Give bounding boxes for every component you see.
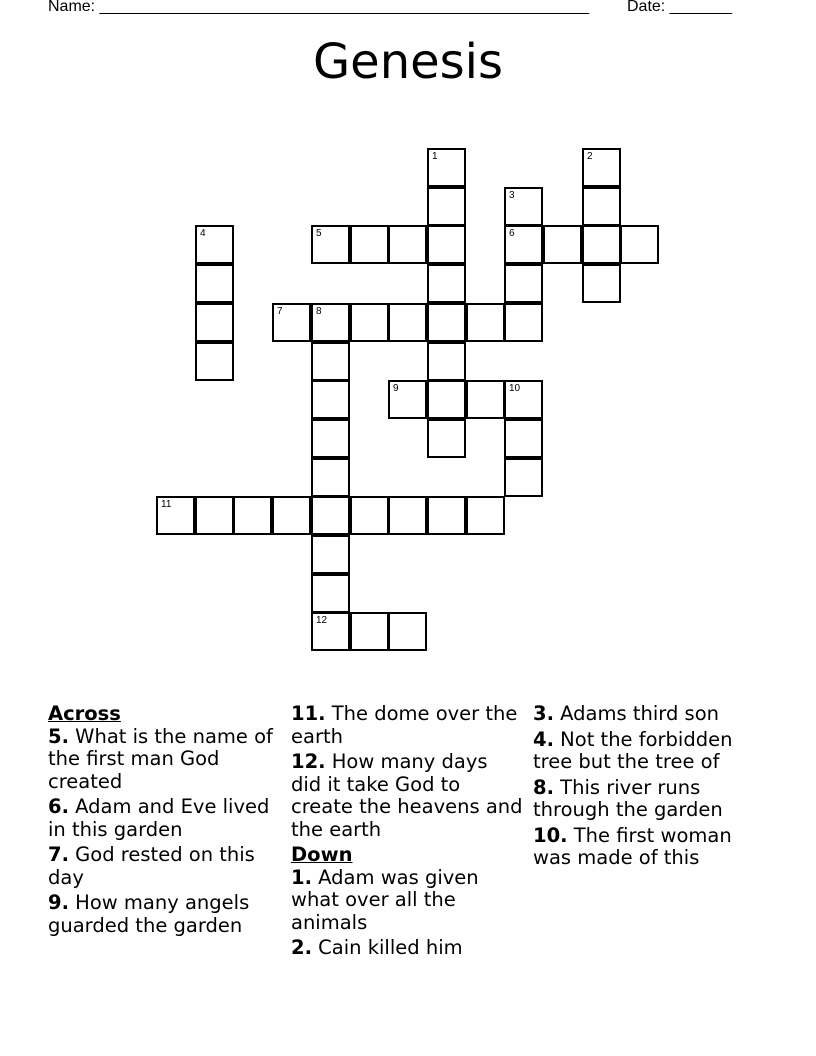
- grid-cell[interactable]: [311, 342, 350, 381]
- cell-number: 12: [316, 615, 328, 626]
- puzzle-title: Genesis: [312, 34, 504, 90]
- clue-number: 6.: [48, 795, 69, 818]
- grid-cell[interactable]: [311, 419, 350, 458]
- grid-cell[interactable]: [620, 225, 659, 264]
- grid-cell[interactable]: [543, 225, 582, 264]
- grid-cell[interactable]: [311, 225, 350, 264]
- grid-cell[interactable]: [582, 148, 621, 187]
- across-heading: Across: [48, 702, 121, 725]
- clue-number: 1.: [291, 865, 312, 889]
- grid-cell[interactable]: [350, 496, 389, 535]
- clue-text: Adam was given what over all the animals: [291, 865, 479, 934]
- clue-number: 8.: [533, 775, 554, 799]
- grid-cell[interactable]: [504, 187, 543, 226]
- grid-cell[interactable]: [466, 380, 505, 419]
- cell-number: 9: [393, 383, 399, 394]
- grid-cell[interactable]: [311, 535, 350, 574]
- grid-cell[interactable]: [427, 303, 466, 342]
- grid-cell[interactable]: [195, 264, 234, 303]
- grid-cell[interactable]: [504, 225, 543, 264]
- grid-cell[interactable]: [427, 148, 466, 187]
- clue-down-3: [533, 703, 765, 726]
- grid-cell[interactable]: [504, 380, 543, 419]
- name-line: Name: _______________________________________________________: [48, 0, 589, 15]
- grid-cell[interactable]: [504, 458, 543, 497]
- grid-cell[interactable]: [195, 342, 234, 381]
- grid-cell[interactable]: [311, 574, 350, 613]
- clue-text: Adam and Eve lived in this garden: [48, 795, 270, 841]
- clue-number: 7.: [48, 843, 69, 866]
- grid-cell[interactable]: [427, 264, 466, 303]
- grid-cell[interactable]: [195, 225, 234, 264]
- grid-cell[interactable]: [350, 612, 389, 651]
- grid-cell[interactable]: [388, 496, 427, 535]
- cell-number: 5: [316, 228, 322, 239]
- grid-cell[interactable]: [311, 612, 350, 651]
- clue-across-9: [48, 892, 280, 937]
- grid-cell[interactable]: [195, 496, 234, 535]
- grid-cell[interactable]: [388, 380, 427, 419]
- grid-cell[interactable]: [582, 225, 621, 264]
- clue-column-3: [533, 703, 765, 873]
- grid-cell[interactable]: [427, 342, 466, 381]
- clue-down-1: [291, 867, 523, 935]
- clue-text: How many days did it take God to create the heavens and the earth: [291, 750, 523, 841]
- grid-cell[interactable]: [427, 419, 466, 458]
- grid-cell[interactable]: [582, 187, 621, 226]
- cell-number: 1: [432, 151, 438, 162]
- cell-number: 10: [509, 383, 521, 394]
- clue-column-2: [291, 703, 523, 963]
- grid-cell[interactable]: [466, 496, 505, 535]
- grid-cell[interactable]: [311, 303, 350, 342]
- cell-number: 7: [277, 306, 283, 317]
- clue-number: 10.: [533, 823, 568, 847]
- grid-cell[interactable]: [388, 303, 427, 342]
- grid-cell[interactable]: [504, 419, 543, 458]
- clue-text: The first woman was made of this: [533, 823, 732, 869]
- grid-cell[interactable]: [427, 496, 466, 535]
- grid-cell[interactable]: [311, 496, 350, 535]
- clue-across-12: [291, 751, 523, 841]
- clue-number: 4.: [533, 727, 554, 751]
- grid-cell[interactable]: [350, 225, 389, 264]
- grid-cell[interactable]: [466, 303, 505, 342]
- clue-number: 9.: [48, 891, 69, 914]
- grid-cell[interactable]: [504, 303, 543, 342]
- clue-text: Not the forbidden tree but the tree of: [533, 727, 733, 773]
- clue-number: 2.: [291, 936, 312, 959]
- clue-across-11: [291, 703, 523, 748]
- clue-text: God rested on this day: [48, 843, 255, 889]
- cell-number: 6: [509, 228, 515, 239]
- grid-cell[interactable]: [233, 496, 272, 535]
- clue-column-1: [48, 703, 280, 940]
- clue-text: Cain killed him: [311, 936, 463, 959]
- clue-down-2: [291, 937, 523, 960]
- clue-text: How many angels guarded the garden: [48, 891, 250, 937]
- clue-across-5: [48, 726, 280, 794]
- cell-number: 11: [161, 499, 172, 510]
- clue-across-6: [48, 796, 280, 841]
- grid-cell[interactable]: [350, 303, 389, 342]
- date-line: Date: _______: [627, 0, 732, 15]
- down-heading: Down: [291, 843, 353, 866]
- clue-text: What is the name of the first man God created: [48, 724, 273, 793]
- clue-text: This river runs through the garden: [533, 775, 723, 821]
- clue-down-10: [533, 825, 765, 870]
- cell-number: 8: [316, 306, 322, 317]
- grid-cell[interactable]: [388, 225, 427, 264]
- cell-number: 2: [587, 151, 593, 162]
- grid-cell[interactable]: [388, 612, 427, 651]
- clue-text: Adams third son: [553, 702, 719, 725]
- cell-number: 3: [509, 190, 515, 201]
- grid-cell[interactable]: [311, 458, 350, 497]
- clue-down-4: [533, 729, 765, 774]
- cell-number: 4: [200, 228, 206, 239]
- clue-text: The dome over the earth: [291, 702, 518, 748]
- grid-cell[interactable]: [504, 264, 543, 303]
- grid-cell[interactable]: [195, 303, 234, 342]
- clue-number: 3.: [533, 702, 554, 725]
- grid-cell[interactable]: [272, 303, 311, 342]
- grid-cell[interactable]: [582, 264, 621, 303]
- grid-cell[interactable]: [427, 225, 466, 264]
- grid-cell[interactable]: [427, 187, 466, 226]
- clue-down-8: [533, 777, 765, 822]
- grid-cell[interactable]: [311, 380, 350, 419]
- clue-number: 5.: [48, 724, 69, 748]
- clue-number: 12.: [291, 750, 326, 773]
- grid-cell[interactable]: [427, 380, 466, 419]
- grid-cell[interactable]: [272, 496, 311, 535]
- clue-number: 11.: [291, 702, 326, 725]
- clue-across-7: [48, 844, 280, 889]
- grid-cell[interactable]: [156, 496, 195, 535]
